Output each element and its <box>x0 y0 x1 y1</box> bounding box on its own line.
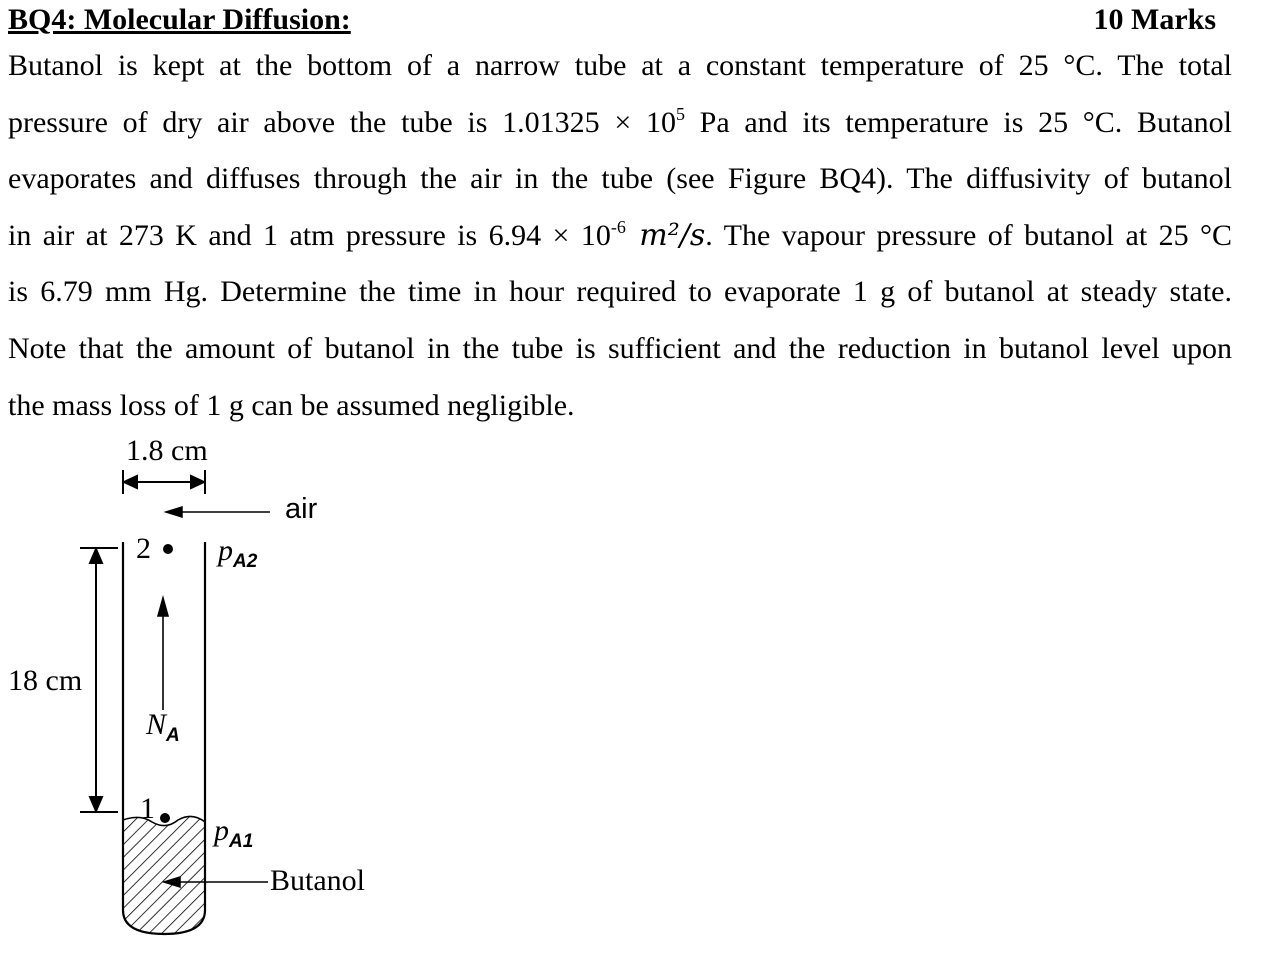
butanol-liquid <box>123 816 205 934</box>
text-line-3: evaporates and diffuses through the air in the tube (see Figure BQ4). The diffusivity of butanol <box>8 162 1232 196</box>
point-2-label: 2 <box>136 532 151 565</box>
exponent: 5 <box>675 103 685 124</box>
text-line-4: in air at 273 K and 1 atm pressure is $6.94 \times 10^{-6}$ m²/s. The vapour pressure of butanol at 25 °C <box>8 216 1233 253</box>
flux-arrow <box>158 598 168 710</box>
unit-expression: m²/s <box>625 217 706 253</box>
text-line-6: Note that the amount of butanol in the tube is sufficient and the reduction in butanol level upon <box>8 331 1232 365</box>
question-header <box>8 2 1216 38</box>
point-2-dot <box>163 544 173 554</box>
air-arrow <box>166 507 270 517</box>
pressure-2-label: $p_{A2}$ <box>218 534 258 572</box>
text-line-5: is 6.79 mm Hg. Determine the time in hour required to evaporate 1 g of butanol at steady state. <box>8 275 1232 309</box>
width-label: 1.8 cm <box>126 434 208 467</box>
marks-label: 10 Marks <box>1093 3 1216 36</box>
figure-bq4 <box>0 420 420 960</box>
text-line-7: the mass loss of 1 g can be assumed negligible. <box>8 388 575 422</box>
point-1-dot <box>160 813 170 823</box>
text-line-2: pressure of dry air above the tube is $1.01325 \times 10^5$ Pa and its temperature is 25 °C. Butanol <box>8 103 1232 139</box>
question-text <box>8 38 1232 434</box>
height-dimension <box>80 548 118 812</box>
question-title: BQ4: Molecular Diffusion: <box>8 3 351 36</box>
air-label: air <box>285 493 318 525</box>
pressure-1-label: $p_{A1}$ <box>214 814 254 852</box>
butanol-pointer <box>164 877 268 887</box>
width-dimension <box>123 470 205 494</box>
height-label: 18 cm <box>8 664 83 697</box>
text-line-1: Butanol is kept at the bottom of a narrow tube at a constant temperature of 25 °C. The total <box>8 49 1232 82</box>
point-1-label: 1 <box>140 792 155 825</box>
flux-label: $N_A$ <box>146 708 180 746</box>
exponent: -6 <box>610 216 626 237</box>
butanol-label: Butanol <box>270 864 365 897</box>
